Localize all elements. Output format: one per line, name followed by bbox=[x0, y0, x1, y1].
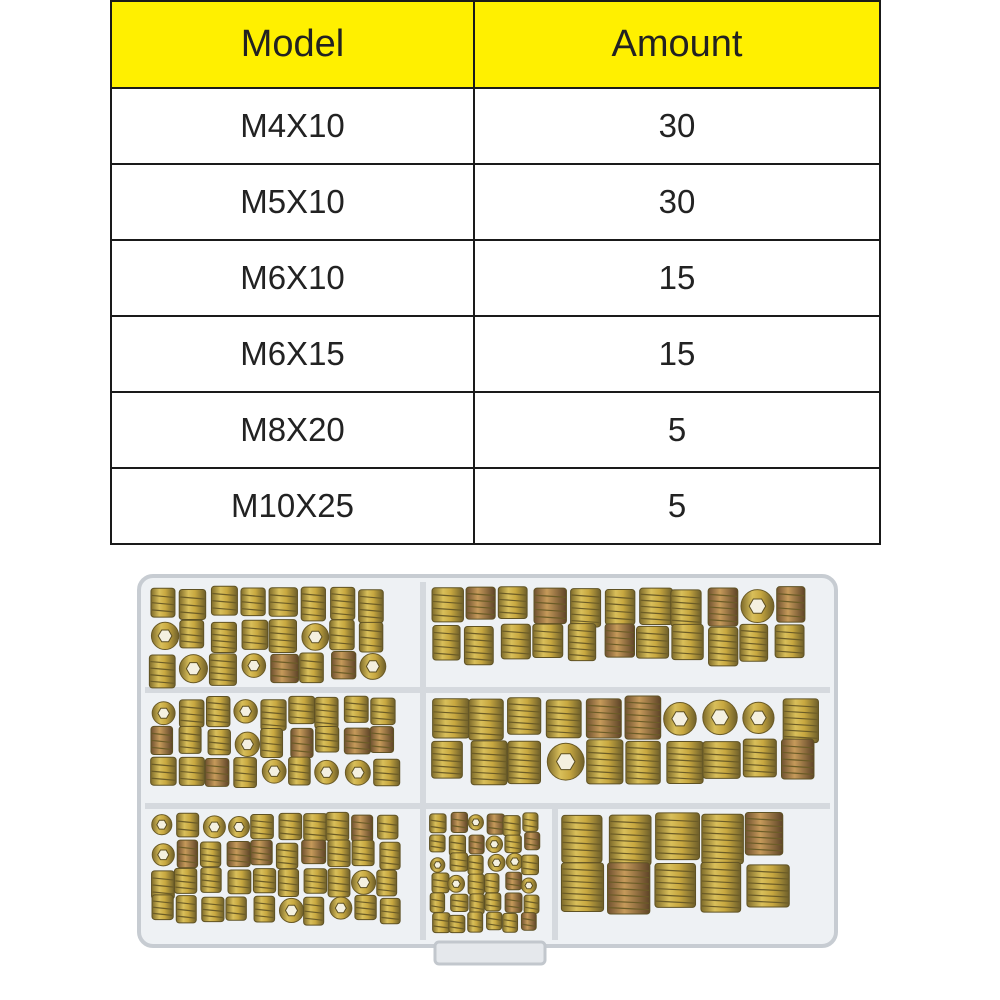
threaded-insert bbox=[228, 870, 251, 894]
threaded-insert bbox=[702, 814, 744, 864]
threaded-insert bbox=[301, 587, 325, 621]
threaded-insert bbox=[380, 842, 400, 869]
threaded-insert bbox=[304, 897, 324, 925]
threaded-insert bbox=[179, 700, 204, 727]
threaded-insert bbox=[741, 590, 774, 623]
threaded-insert bbox=[433, 699, 469, 738]
threaded-insert bbox=[703, 742, 740, 779]
threaded-insert bbox=[450, 853, 468, 871]
threaded-insert bbox=[302, 624, 329, 651]
threaded-insert bbox=[433, 626, 460, 660]
cell-model: M10X25 bbox=[111, 468, 474, 544]
threaded-insert bbox=[205, 758, 229, 786]
threaded-insert bbox=[300, 653, 324, 683]
threaded-insert bbox=[261, 700, 286, 731]
threaded-insert bbox=[202, 897, 224, 921]
threaded-insert bbox=[200, 842, 220, 867]
threaded-insert bbox=[271, 654, 299, 682]
threaded-insert bbox=[371, 698, 395, 724]
cell-model: M5X10 bbox=[111, 164, 474, 240]
threaded-insert bbox=[433, 913, 450, 933]
threaded-insert bbox=[370, 727, 393, 753]
threaded-insert bbox=[330, 620, 355, 650]
threaded-insert bbox=[503, 816, 520, 836]
threaded-insert bbox=[344, 728, 370, 754]
threaded-insert bbox=[432, 741, 463, 778]
threaded-insert bbox=[501, 624, 530, 659]
table-row bbox=[111, 88, 880, 164]
threaded-insert bbox=[177, 813, 199, 837]
threaded-insert bbox=[468, 815, 483, 830]
threaded-insert bbox=[605, 590, 634, 625]
threaded-insert bbox=[152, 844, 174, 866]
threaded-insert bbox=[637, 626, 669, 658]
threaded-insert bbox=[242, 620, 268, 649]
threaded-insert bbox=[174, 868, 196, 893]
threaded-inserts bbox=[149, 586, 818, 932]
threaded-insert bbox=[432, 588, 463, 622]
threaded-insert bbox=[745, 812, 782, 855]
threaded-insert bbox=[546, 700, 581, 738]
threaded-insert bbox=[626, 741, 660, 784]
threaded-insert bbox=[448, 875, 465, 892]
threaded-insert bbox=[470, 894, 484, 914]
threaded-insert bbox=[203, 816, 225, 838]
threaded-insert bbox=[523, 813, 538, 832]
threaded-insert bbox=[234, 700, 257, 723]
threaded-insert bbox=[206, 696, 229, 726]
threaded-insert bbox=[625, 696, 661, 739]
threaded-insert bbox=[151, 622, 178, 649]
threaded-insert bbox=[468, 912, 483, 932]
threaded-insert bbox=[269, 588, 297, 617]
threaded-insert bbox=[703, 700, 737, 734]
threaded-insert bbox=[179, 590, 205, 620]
threaded-insert bbox=[485, 874, 499, 893]
threaded-insert bbox=[331, 587, 355, 619]
threaded-insert bbox=[269, 620, 296, 653]
cell-amount: 15 bbox=[474, 316, 880, 392]
threaded-insert bbox=[469, 835, 484, 854]
threaded-insert bbox=[430, 893, 444, 913]
threaded-insert bbox=[241, 588, 265, 616]
threaded-insert bbox=[179, 655, 207, 683]
threaded-insert bbox=[176, 896, 196, 923]
threaded-insert bbox=[262, 759, 286, 783]
threaded-insert bbox=[355, 895, 376, 919]
threaded-insert bbox=[672, 624, 703, 659]
threaded-insert bbox=[430, 835, 446, 852]
threaded-insert bbox=[344, 696, 368, 722]
threaded-insert bbox=[508, 741, 541, 783]
threaded-insert bbox=[568, 624, 595, 661]
threaded-insert bbox=[468, 855, 483, 874]
threaded-insert bbox=[226, 897, 246, 920]
threaded-insert bbox=[451, 894, 468, 911]
threaded-insert bbox=[211, 622, 236, 652]
threaded-insert bbox=[505, 893, 522, 912]
threaded-insert bbox=[345, 760, 370, 785]
threaded-insert bbox=[211, 586, 237, 615]
product-photo bbox=[135, 572, 840, 970]
table-header-row bbox=[111, 1, 880, 88]
threaded-insert bbox=[359, 622, 382, 652]
threaded-insert bbox=[708, 588, 738, 626]
threaded-insert bbox=[655, 863, 696, 907]
threaded-insert bbox=[359, 590, 384, 623]
cell-amount: 30 bbox=[474, 164, 880, 240]
threaded-insert bbox=[332, 652, 356, 679]
table-row bbox=[111, 164, 880, 240]
threaded-insert bbox=[179, 757, 204, 785]
threaded-insert bbox=[278, 869, 298, 896]
threaded-insert bbox=[430, 814, 446, 833]
threaded-insert bbox=[487, 912, 502, 930]
threaded-insert bbox=[149, 655, 175, 688]
threaded-insert bbox=[709, 627, 738, 666]
box-latch bbox=[435, 942, 545, 964]
threaded-insert bbox=[380, 898, 400, 923]
cell-model: M6X15 bbox=[111, 316, 474, 392]
threaded-insert bbox=[503, 913, 518, 932]
threaded-insert bbox=[374, 759, 400, 786]
threaded-insert bbox=[201, 868, 221, 893]
header-model: Model bbox=[111, 1, 474, 88]
threaded-insert bbox=[506, 872, 522, 889]
threaded-insert bbox=[432, 873, 449, 893]
threaded-insert bbox=[506, 853, 523, 870]
threaded-insert bbox=[289, 757, 311, 785]
threaded-insert bbox=[289, 696, 315, 723]
threaded-insert bbox=[276, 843, 297, 868]
threaded-insert bbox=[352, 840, 374, 865]
threaded-insert bbox=[505, 835, 521, 853]
threaded-insert bbox=[180, 620, 204, 648]
threaded-insert bbox=[352, 815, 373, 842]
threaded-insert bbox=[328, 869, 350, 897]
threaded-insert bbox=[179, 726, 201, 753]
cell-model: M6X10 bbox=[111, 240, 474, 316]
threaded-insert bbox=[671, 590, 701, 626]
table-row bbox=[111, 392, 880, 468]
cell-amount: 30 bbox=[474, 88, 880, 164]
threaded-insert bbox=[525, 832, 540, 849]
threaded-insert bbox=[451, 812, 467, 832]
threaded-insert bbox=[522, 855, 539, 875]
threaded-insert bbox=[304, 869, 327, 893]
threaded-insert bbox=[242, 654, 266, 678]
threaded-insert bbox=[667, 742, 703, 784]
cell-amount: 5 bbox=[474, 468, 880, 544]
threaded-insert bbox=[330, 897, 352, 919]
threaded-insert bbox=[533, 624, 563, 657]
threaded-insert bbox=[701, 862, 741, 912]
threaded-insert bbox=[304, 814, 328, 841]
threaded-insert bbox=[449, 915, 465, 932]
threaded-insert bbox=[743, 702, 774, 733]
threaded-insert bbox=[177, 840, 197, 868]
threaded-insert bbox=[328, 840, 350, 867]
table-row bbox=[111, 468, 880, 544]
threaded-insert bbox=[229, 817, 250, 838]
threaded-insert bbox=[151, 757, 177, 785]
threaded-insert bbox=[253, 869, 275, 893]
threaded-insert bbox=[302, 840, 326, 864]
threaded-insert bbox=[471, 741, 507, 785]
threaded-insert bbox=[747, 865, 789, 907]
threaded-insert bbox=[777, 587, 805, 622]
threaded-insert bbox=[656, 813, 700, 860]
threaded-insert bbox=[586, 699, 621, 738]
threaded-insert bbox=[377, 870, 397, 896]
threaded-insert bbox=[487, 814, 504, 834]
threaded-insert bbox=[227, 842, 250, 867]
threaded-insert bbox=[486, 836, 503, 853]
threaded-insert bbox=[315, 697, 338, 728]
threaded-insert bbox=[209, 654, 236, 686]
threaded-insert bbox=[521, 878, 536, 893]
threaded-insert bbox=[251, 840, 273, 865]
threaded-insert bbox=[464, 626, 493, 664]
threaded-insert bbox=[254, 896, 275, 922]
threaded-insert bbox=[152, 702, 175, 725]
threaded-insert bbox=[561, 863, 603, 912]
threaded-insert bbox=[251, 815, 274, 839]
threaded-insert bbox=[279, 898, 303, 922]
threaded-insert bbox=[326, 812, 349, 840]
threaded-insert bbox=[208, 729, 230, 754]
threaded-insert bbox=[261, 728, 283, 757]
threaded-insert bbox=[664, 703, 697, 736]
threaded-insert bbox=[279, 813, 302, 839]
threaded-insert bbox=[468, 874, 484, 894]
threaded-insert bbox=[466, 587, 495, 619]
cell-model: M4X10 bbox=[111, 88, 474, 164]
threaded-insert bbox=[234, 758, 257, 788]
threaded-insert bbox=[743, 739, 776, 777]
cell-amount: 15 bbox=[474, 240, 880, 316]
threaded-insert bbox=[609, 815, 651, 865]
threaded-insert bbox=[562, 815, 602, 862]
table-row bbox=[111, 316, 880, 392]
threaded-insert bbox=[352, 870, 376, 894]
threaded-insert bbox=[498, 587, 527, 619]
threaded-insert bbox=[430, 858, 444, 872]
cell-amount: 5 bbox=[474, 392, 880, 468]
threaded-insert bbox=[488, 854, 505, 871]
threaded-insert bbox=[151, 588, 175, 617]
threaded-insert bbox=[640, 588, 673, 624]
threaded-insert bbox=[469, 699, 503, 740]
cell-model: M8X20 bbox=[111, 392, 474, 468]
threaded-insert bbox=[587, 740, 623, 784]
threaded-insert bbox=[235, 732, 259, 756]
threaded-insert bbox=[605, 624, 634, 657]
threaded-insert bbox=[152, 895, 173, 920]
table-row bbox=[111, 240, 880, 316]
threaded-insert bbox=[571, 589, 601, 627]
threaded-insert bbox=[521, 913, 536, 931]
threaded-insert bbox=[378, 815, 398, 839]
threaded-insert bbox=[534, 588, 566, 623]
threaded-insert bbox=[740, 624, 768, 661]
header-amount: Amount bbox=[474, 1, 880, 88]
spec-table bbox=[110, 0, 881, 545]
threaded-insert bbox=[608, 863, 650, 914]
threaded-insert bbox=[316, 726, 339, 752]
threaded-insert bbox=[152, 815, 172, 835]
threaded-insert bbox=[781, 739, 813, 779]
threaded-insert bbox=[524, 895, 539, 913]
threaded-insert bbox=[315, 760, 339, 784]
threaded-insert bbox=[783, 699, 818, 743]
threaded-insert bbox=[547, 743, 584, 780]
threaded-insert bbox=[508, 698, 541, 734]
threaded-insert bbox=[151, 726, 173, 754]
threaded-insert bbox=[485, 893, 501, 911]
threaded-insert bbox=[360, 653, 386, 679]
threaded-insert bbox=[775, 625, 804, 658]
threaded-insert bbox=[291, 728, 313, 757]
